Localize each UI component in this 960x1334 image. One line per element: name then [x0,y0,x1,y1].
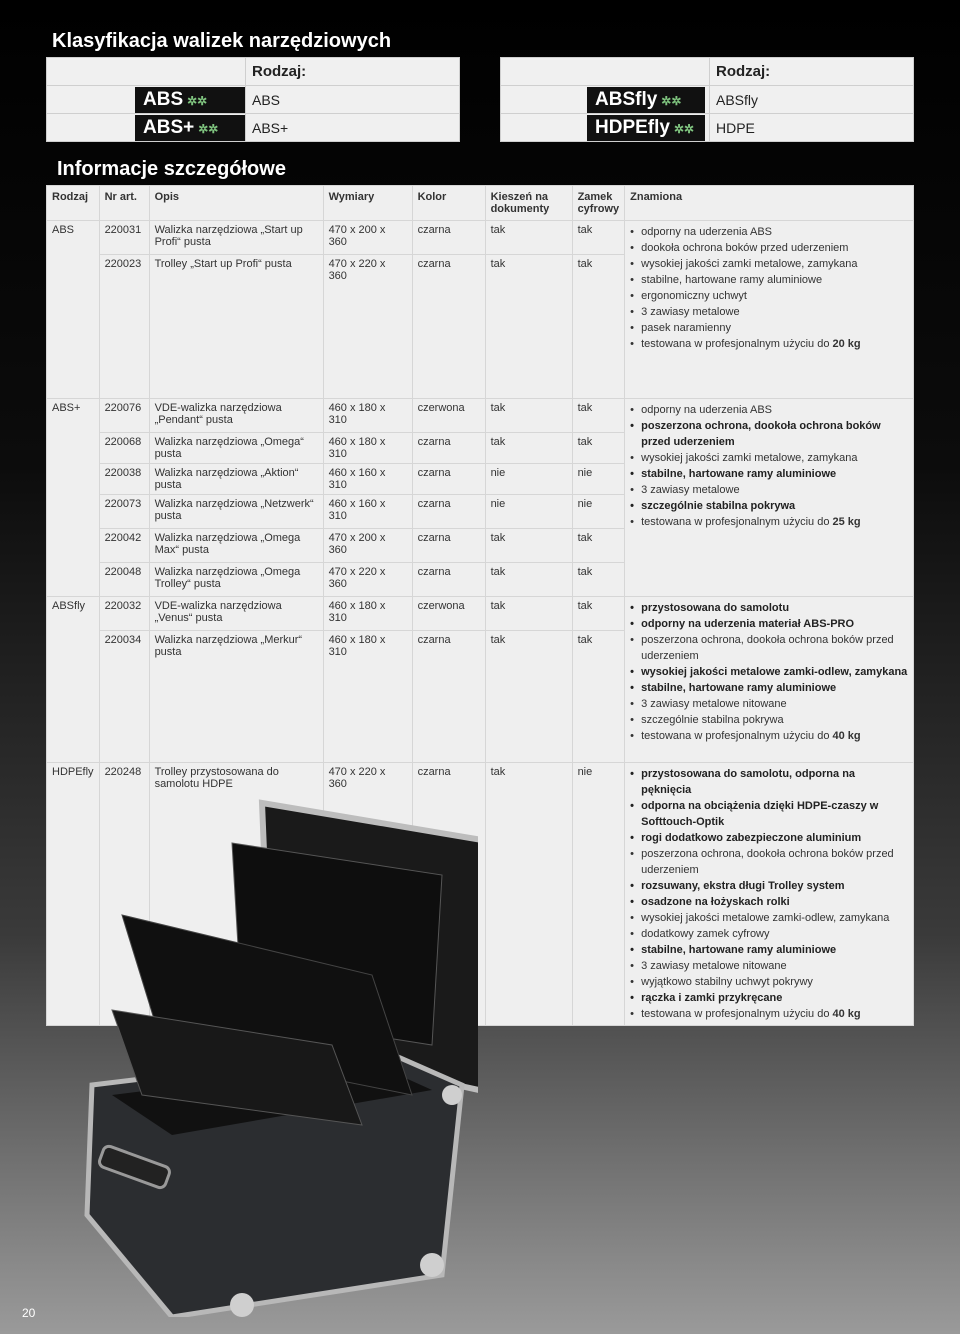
cell-desc: Walizka narzędziowa „Start up Profi“ pusta [149,221,323,255]
feature-text: wyjątkowo stabilny uchwyt pokrywy [641,976,813,988]
feature-text: poszerzona ochrona, dookoła ochrona boków przed uderzeniem [641,848,894,876]
feature-item [630,728,908,744]
cell-nr: 220068 [99,433,149,464]
cell-dim: 470 x 200 x 360 [323,221,412,255]
features-list [630,224,908,352]
cell-features [625,221,914,399]
feature-item [630,600,908,616]
cell-nr: 220023 [99,255,149,399]
cell-desc: Walizka narzędziowa „Omega“ pusta [149,433,323,464]
corner-guard [420,1253,444,1277]
feature-text: odporny na uderzenia ABS [641,404,772,416]
recycle-stars-icon: ✲✲ [198,121,219,136]
cell-pocket: tak [485,597,572,631]
feature-item [630,926,908,942]
feature-item [630,680,908,696]
cell-color: czarna [412,464,485,495]
cell-desc: Trolley przystosowana do samolotu HDPE [149,763,323,1026]
cell-type: HDPEfly [47,763,100,1026]
recycle-stars-icon: ✲✲ [187,93,208,108]
feature-text: dookoła ochrona boków przed uderzeniem [641,242,849,254]
cell-desc: Trolley „Start up Profi“ pusta [149,255,323,399]
cell-color: czarna [412,529,485,563]
feature-item [630,240,908,256]
legend-left-header: Rodzaj: [246,58,460,86]
cell-lock: tak [572,563,625,597]
feature-item [630,224,908,240]
col-header-dim: Wymiary [323,186,412,221]
feature-text: stabilne, hartowane ramy aluminiowe [641,274,823,286]
cell-pocket: tak [485,529,572,563]
cell-dim: 470 x 200 x 360 [323,529,412,563]
feature-text: rozsuwany, ekstra długi Trolley system [641,880,845,892]
abs-badge: ABS ✲✲ [135,87,245,113]
feature-text: wysokiej jakości zamki metalowe, zamykana [641,452,858,464]
feature-item [630,942,908,958]
cell-lock: nie [572,495,625,529]
cell-color: czerwona [412,597,485,631]
cell-dim: 460 x 160 x 310 [323,464,412,495]
feature-item [630,498,908,514]
cell-color: czarna [412,763,485,1026]
feature-text: testowana w profesjonalnym użyciu do [641,730,833,742]
feature-text: wysokiej jakości metalowe zamki-odlew, zamykana [641,666,908,678]
feature-item [630,450,908,466]
cell-desc: Walizka narzędziowa „Aktion“ pusta [149,464,323,495]
corner-guard [230,1293,254,1317]
feature-item [630,846,908,878]
recycle-stars-icon: ✲✲ [661,93,682,108]
feature-load-value: 20 kg [832,338,861,350]
cell-lock: tak [572,433,625,464]
feature-text: szczególnie stabilna pokrywa [641,714,784,726]
feature-text: 3 zawiasy metalowe [641,484,740,496]
feature-text: poszerzona ochrona, dookoła ochrona boków przed uderzeniem [641,420,881,448]
cell-nr: 220038 [99,464,149,495]
feature-item [630,256,908,272]
tool-case-image [82,795,478,1317]
feature-item [630,958,908,974]
cell-dim: 460 x 180 x 310 [323,433,412,464]
feature-item [630,418,908,450]
feature-text: odporny na uderzenia ABS [641,226,772,238]
col-header-pocket: Kieszeń na dokumenty [485,186,572,221]
cell-lock: tak [572,255,625,399]
cell-nr: 220042 [99,529,149,563]
table-row [47,597,914,631]
cell-desc: Walizka narzędziowa „Merkur“ pusta [149,631,323,763]
cell-pocket: nie [485,495,572,529]
feature-text: rączka i zamki przykręcane [641,992,783,1004]
recycle-stars-icon: ✲✲ [673,121,695,136]
feature-text: stabilne, hartowane ramy aluminiowe [641,682,837,694]
feature-item [630,1006,908,1022]
cell-color: czarna [412,495,485,529]
legend-label-absfly: ABSfly [710,86,914,114]
table-row [47,221,914,255]
cell-pocket: tak [485,631,572,763]
feature-text: testowana w profesjonalnym użyciu do [641,516,833,528]
cell-nr: 220034 [99,631,149,763]
cell-desc: VDE-walizka narzędziowa „Pendant“ pusta [149,399,323,433]
feature-item [630,402,908,418]
feature-text: wysokiej jakości metalowe zamki-odlew, zamykana [641,912,890,924]
cell-dim: 460 x 180 x 310 [323,399,412,433]
cell-features [625,597,914,763]
legend-left [46,57,460,142]
feature-text: osadzone na łożyskach rolki [641,896,790,908]
col-header-type: Rodzaj [47,186,100,221]
feature-item [630,910,908,926]
features-list [630,766,908,1022]
feature-item [630,320,908,336]
cell-pocket: tak [485,221,572,255]
cell-nr: 220031 [99,221,149,255]
cell-dim: 470 x 220 x 360 [323,763,412,1026]
feature-text: przystosowana do samolotu, odporna na pęknięcia [641,768,856,796]
cell-nr: 220076 [99,399,149,433]
cell-nr: 220048 [99,563,149,597]
col-header-color: Kolor [412,186,485,221]
absfly-badge: ABSfly ✲✲ [587,87,705,113]
feature-item [630,304,908,320]
feature-item [630,696,908,712]
cell-type: ABS+ [47,399,100,597]
feature-item [630,766,908,798]
cell-dim: 460 x 180 x 310 [323,631,412,763]
col-header-features: Znamiona [625,186,914,221]
feature-item [630,798,908,830]
feature-item [630,616,908,632]
cell-color: czarna [412,563,485,597]
legend-right [500,57,914,142]
cell-color: czarna [412,221,485,255]
cell-lock: tak [572,597,625,631]
cell-desc: Walizka narzędziowa „Netzwerk“ pusta [149,495,323,529]
cell-features [625,763,914,1026]
cell-pocket: tak [485,763,572,1026]
cell-features [625,399,914,597]
legend-label-abs-plus: ABS+ [246,114,460,142]
cell-lock: tak [572,221,625,255]
feature-item [630,632,908,664]
table-row [47,399,914,433]
feature-text: testowana w profesjonalnym użyciu do [641,338,833,350]
cell-dim: 460 x 160 x 310 [323,495,412,529]
cell-color: czarna [412,631,485,763]
cell-type: ABS [47,221,100,399]
feature-item [630,482,908,498]
cell-color: czarna [412,255,485,399]
col-header-lock: Zamek cyfrowy [572,186,625,221]
feature-item [630,712,908,728]
cell-lock: tak [572,631,625,763]
feature-text: ergonomiczny uchwyt [641,290,747,302]
cell-color: czerwona [412,399,485,433]
cell-desc: Walizka narzędziowa „Omega Max“ pusta [149,529,323,563]
feature-text: rogi dodatkowo zabezpieczone aluminium [641,832,862,844]
cell-pocket: nie [485,464,572,495]
feature-load-value: 40 kg [832,730,861,742]
cell-color: czarna [412,433,485,464]
legend-right-header: Rodzaj: [710,58,914,86]
section-subtitle: Informacje szczegółowe [57,158,286,180]
cell-lock: nie [572,464,625,495]
feature-text: przystosowana do samolotu [641,602,790,614]
feature-item [630,466,908,482]
cell-dim: 460 x 180 x 310 [323,597,412,631]
feature-text: 3 zawiasy metalowe nitowane [641,960,787,972]
feature-text: stabilne, hartowane ramy aluminiowe [641,944,837,956]
cell-lock: nie [572,763,625,1026]
cell-desc: Walizka narzędziowa „Omega Trolley“ pusta [149,563,323,597]
feature-text: poszerzona ochrona, dookoła ochrona boków przed uderzeniem [641,634,894,662]
feature-item [630,664,908,680]
hdpefly-badge: HDPEfly ✲✲ [587,115,705,141]
page-number: 20 [22,1306,36,1320]
col-header-nr: Nr art. [99,186,149,221]
feature-load-value: 25 kg [832,516,861,528]
feature-item [630,830,908,846]
cell-nr: 220032 [99,597,149,631]
cell-lock: tak [572,529,625,563]
cell-pocket: tak [485,563,572,597]
feature-text: dodatkowy zamek cyfrowy [641,928,770,940]
feature-item [630,894,908,910]
legend-label-abs: ABS [246,86,460,114]
feature-text: wysokiej jakości zamki metalowe, zamykana [641,258,858,270]
legend-label-hdpe: HDPE [710,114,914,142]
feature-item [630,514,908,530]
feature-item [630,288,908,304]
cell-pocket: tak [485,255,572,399]
table-header-row [47,186,914,221]
features-list [630,402,908,530]
cell-dim: 470 x 220 x 360 [323,255,412,399]
col-header-desc: Opis [149,186,323,221]
page-title: Klasyfikacja walizek narzędziowych [52,30,392,52]
abs-plus-badge: ABS+ ✲✲ [135,115,245,141]
cell-type: ABSfly [47,597,100,763]
feature-item [630,878,908,894]
feature-text: stabilne, hartowane ramy aluminiowe [641,468,837,480]
cell-nr: 220073 [99,495,149,529]
feature-text: odporna na obciążenia dzięki HDPE-czaszy w Softtouch-Optik [641,800,879,828]
feature-item [630,336,908,352]
cell-dim: 470 x 220 x 360 [323,563,412,597]
feature-text: odporny na uderzenia materiał ABS-PRO [641,618,855,630]
feature-text: pasek naramienny [641,322,732,334]
feature-text: testowana w profesjonalnym użyciu do [641,1008,833,1020]
feature-item [630,272,908,288]
features-list [630,600,908,744]
feature-text: 3 zawiasy metalowe [641,306,740,318]
cell-pocket: tak [485,433,572,464]
cell-pocket: tak [485,399,572,433]
feature-text: szczególnie stabilna pokrywa [641,500,796,512]
feature-load-value: 40 kg [832,1008,861,1020]
feature-item [630,990,908,1006]
feature-text: 3 zawiasy metalowe nitowane [641,698,787,710]
cell-nr: 220248 [99,763,149,1026]
cell-lock: tak [572,399,625,433]
cell-desc: VDE-walizka narzędziowa „Venus“ pusta [149,597,323,631]
feature-item [630,974,908,990]
corner-guard [442,1085,462,1105]
